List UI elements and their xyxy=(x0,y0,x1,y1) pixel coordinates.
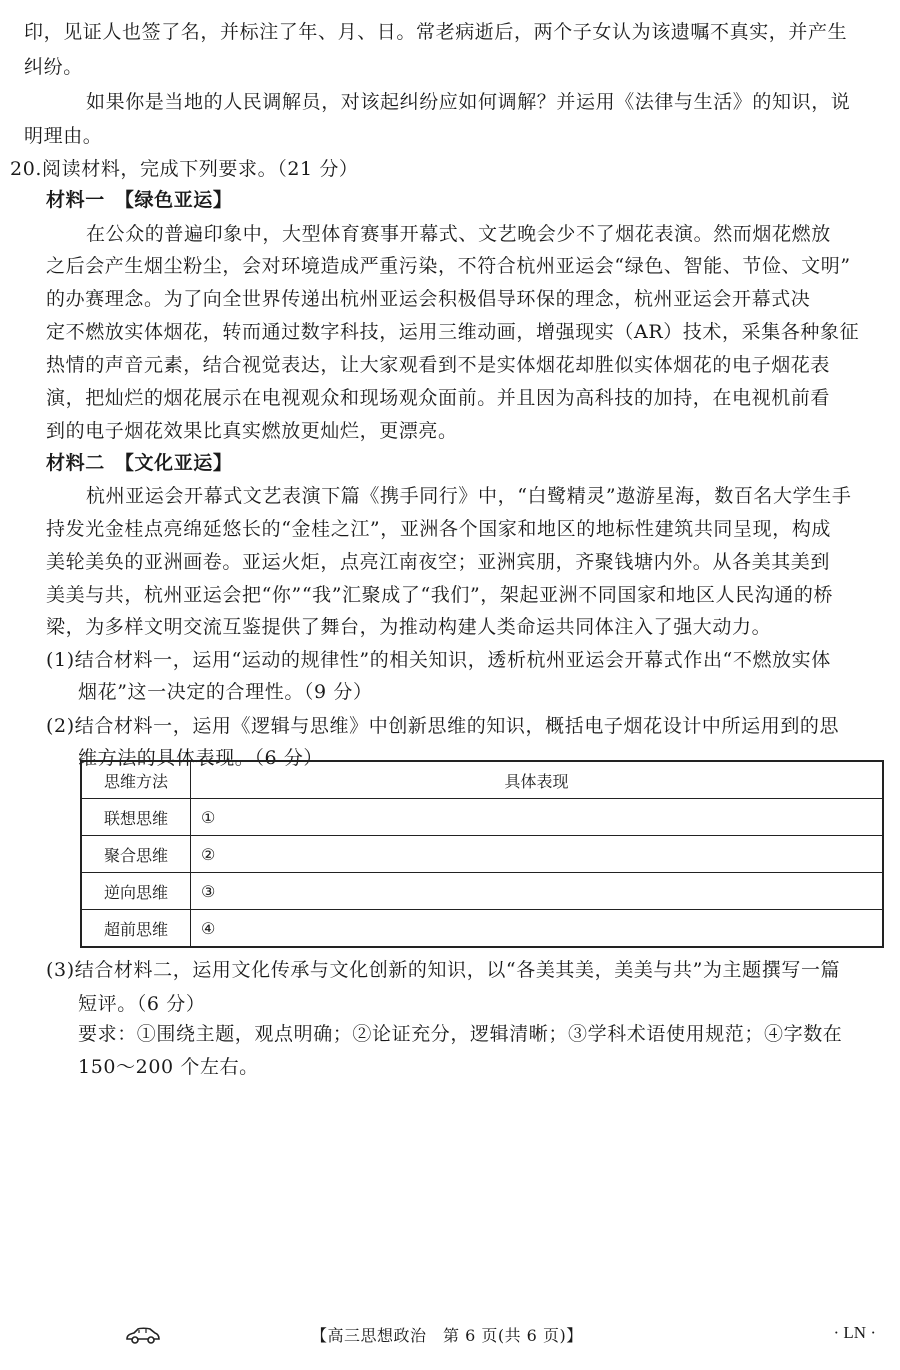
table-cell-method: 超前思维 xyxy=(81,910,191,948)
table-header-cell: 思维方法 xyxy=(81,761,191,799)
footer-region-code: · LN · xyxy=(833,1323,876,1342)
table-row xyxy=(81,836,883,873)
text-line: 如果你是当地的人民调解员，对该起纠纷应如何调解？并运用《法律与生活》的知识，说 xyxy=(86,91,851,113)
text-line: 明理由。 xyxy=(24,125,103,147)
text-line: 杭州亚运会开幕式文艺表演下篇《携手同行》中，“白鹭精灵”遨游星海，数百名大学生手 xyxy=(86,485,852,507)
thinking-methods-table xyxy=(80,760,884,948)
word-count-line: 150～200 个左右。 xyxy=(78,1056,259,1078)
text-line: 短评。（6 分） xyxy=(78,993,206,1015)
material-one-title: 材料一 【绿色亚运】 xyxy=(46,189,233,211)
car-logo-icon xyxy=(125,1326,161,1348)
material-two-title: 材料二 【文化亚运】 xyxy=(46,452,233,474)
table-cell-detail: ④ xyxy=(191,910,884,948)
sub-question-2: (2)结合材料一，运用《逻辑与思维》中创新思维的知识，概括电子烟花设计中所运用到的思 xyxy=(46,715,840,737)
sub-question-1: (1)结合材料一，运用“运动的规律性”的相关知识，透析杭州亚运会开幕式作出“不燃放实体 xyxy=(46,649,831,671)
footer-page-info: 【高三思想政治 第 6 页(共 6 页)】 xyxy=(311,1326,583,1345)
text-line: 定不燃放实体烟花，转而通过数字科技，运用三维动画，增强现实（AR）技术，采集各种象征 xyxy=(46,321,860,343)
text-line: 维方法的具体表现。（6 分） xyxy=(78,747,324,769)
text-line: 到的电子烟花效果比真实燃放更灿烂，更漂亮。 xyxy=(46,420,458,442)
question-20-heading: 20.阅读材料，完成下列要求。（21 分） xyxy=(10,158,359,180)
table-row xyxy=(81,799,883,836)
page-footer xyxy=(0,1320,900,1350)
text-line: 美美与共，杭州亚运会把“你”“我”汇聚成了“我们”，架起亚洲不同国家和地区人民沟通的桥 xyxy=(46,584,834,606)
requirements-line: 要求：①围绕主题，观点明确；②论证充分，逻辑清晰；③学科术语使用规范；④字数在 xyxy=(78,1023,843,1045)
table-row xyxy=(81,873,883,910)
table-row xyxy=(81,910,883,948)
text-line: 烟花”这一决定的合理性。（9 分） xyxy=(78,681,373,703)
table-header-cell: 具体表现 xyxy=(191,761,884,799)
table-cell-detail: ② xyxy=(191,836,884,873)
table-cell-detail: ③ xyxy=(191,873,884,910)
text-line: 的办赛理念。为了向全世界传递出杭州亚运会积极倡导环保的理念，杭州亚运会开幕式决 xyxy=(46,288,811,310)
table-cell-detail: ① xyxy=(191,799,884,836)
text-line: 演，把灿烂的烟花展示在电视观众和现场观众面前。并且因为高科技的加持，在电视机前看 xyxy=(46,387,831,409)
text-line: 美轮美奂的亚洲画卷。亚运火炬，点亮江南夜空；亚洲宾朋，齐聚钱塘内外。从各美其美到 xyxy=(46,551,831,573)
text-line: 热情的声音元素，结合视觉表达，让大家观看到不是实体烟花却胜似实体烟花的电子烟花表 xyxy=(46,354,831,376)
table-header-row xyxy=(81,761,883,799)
text-line: 印，见证人也签了名，并标注了年、月、日。常老病逝后，两个子女认为该遗嘱不真实，并产生 xyxy=(24,21,848,43)
table-cell-method: 联想思维 xyxy=(81,799,191,836)
text-line: 持发光金桂点亮绵延悠长的“金桂之江”，亚洲各个国家和地区的地标性建筑共同呈现，构成 xyxy=(46,518,832,540)
text-line: 梁，为多样文明交流互鉴提供了舞台，为推动构建人类命运共同体注入了强大动力。 xyxy=(46,616,772,638)
text-line: 纠纷。 xyxy=(24,56,83,78)
text-line: 之后会产生烟尘粉尘，会对环境造成严重污染，不符合杭州亚运会“绿色、智能、节俭、文明” xyxy=(46,255,851,277)
text-line: 在公众的普遍印象中，大型体育赛事开幕式、文艺晚会少不了烟花表演。然而烟花燃放 xyxy=(86,223,831,245)
table-cell-method: 逆向思维 xyxy=(81,873,191,910)
table-cell-method: 聚合思维 xyxy=(81,836,191,873)
sub-question-3: (3)结合材料二，运用文化传承与文化创新的知识，以“各美其美，美美与共”为主题撰写一篇 xyxy=(46,959,841,981)
